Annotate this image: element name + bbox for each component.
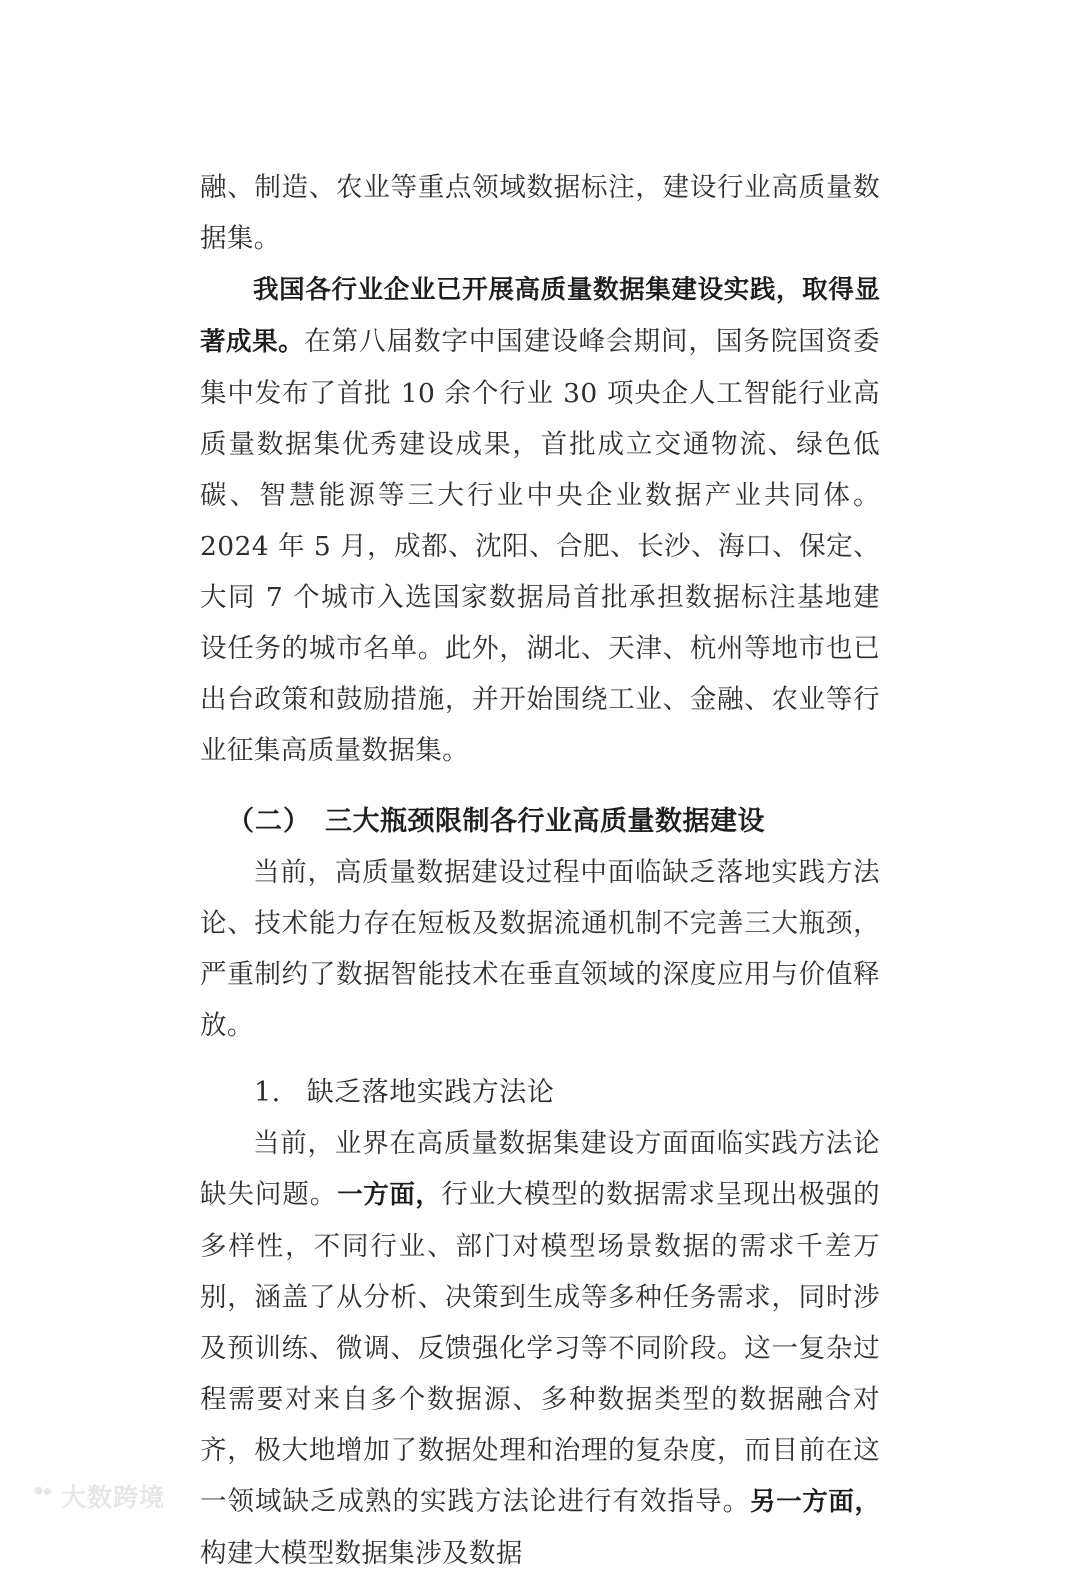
section-heading-3-title: 缺乏落地实践方法论 [306,1077,555,1108]
watermark [14,1484,165,1512]
document-text-column [200,162,880,1579]
section-heading-3 [200,1057,880,1118]
paragraph-industry-practice [200,264,880,776]
bold-phrase-on-one-hand: 一方面， [337,1180,442,1210]
watermark-text: 大数跨境 [61,1483,166,1512]
paragraph-middle-text: 行业大模型的数据需求呈现出极强的多样性，不同行业、部门对模型场景数据的需求千差万别，涵盖了从分析、决策到生成等多种任务需求，同时涉及预训练、微调、反馈强化学习等不同阶段。这一复杂过程需要对来自多个数据源、多种数据类型的数据融合对齐，极大地增加了数据处理和治理的复杂度，而目前在这一领域缺乏成熟的实践方法论进行有效指导。 [200,1179,880,1517]
circle-dots-logo-icon [14,1484,54,1512]
paragraph-lead-text: 当前，业界在高质量数据集建设方面面临实践方法论缺失问题。 [200,1128,880,1210]
section-heading-2-title: 三大瓶颈限制各行业高质量数据建设 [325,806,765,837]
paragraph-tail-text: 构建大模型数据集涉及数据 [200,1538,523,1569]
paragraph-body-text: 在第八届数字中国建设峰会期间，国务院国资委集中发布了首批 10 余个行业 30 项央企人工智能行业高质量数据集优秀建设成果，首批成立交通物流、绿色低碳、智慧能源等三大行业中央企业数据产业共同体。2024 年 5 月，成都、沈阳、合肥、长沙、海口、保定、大同 7 个城市入选国家数据局首批承担数据标注基地建设任务的城市名单。此外，湖北、天津、杭州等地市也已出台政策和鼓励措施，并开始围绕工业、金融、农业等行业征集高质量数据集。 [200,326,880,766]
section-heading-2 [200,782,880,847]
paragraph-three-bottlenecks: 当前，高质量数据建设过程中面临缺乏落地实践方法论、技术能力存在短板及数据流通机制不完善三大瓶颈，严重制约了数据智能技术在垂直领域的深度应用与价值释放。 [200,857,880,1041]
paragraph-continued: 融、制造、农业等重点领域数据标注，建设行业高质量数据集。 [200,172,880,254]
bold-phrase-on-other-hand: 另一方面， [750,1487,880,1517]
paragraph-methodology-gap [200,1118,880,1579]
section-heading-3-number: 1. [254,1077,281,1108]
bold-lead-sentence: 我国各行业企业已开展高质量数据集建设实践，取得显著成果。 [200,275,880,357]
section-heading-2-number: （二） [227,806,311,837]
